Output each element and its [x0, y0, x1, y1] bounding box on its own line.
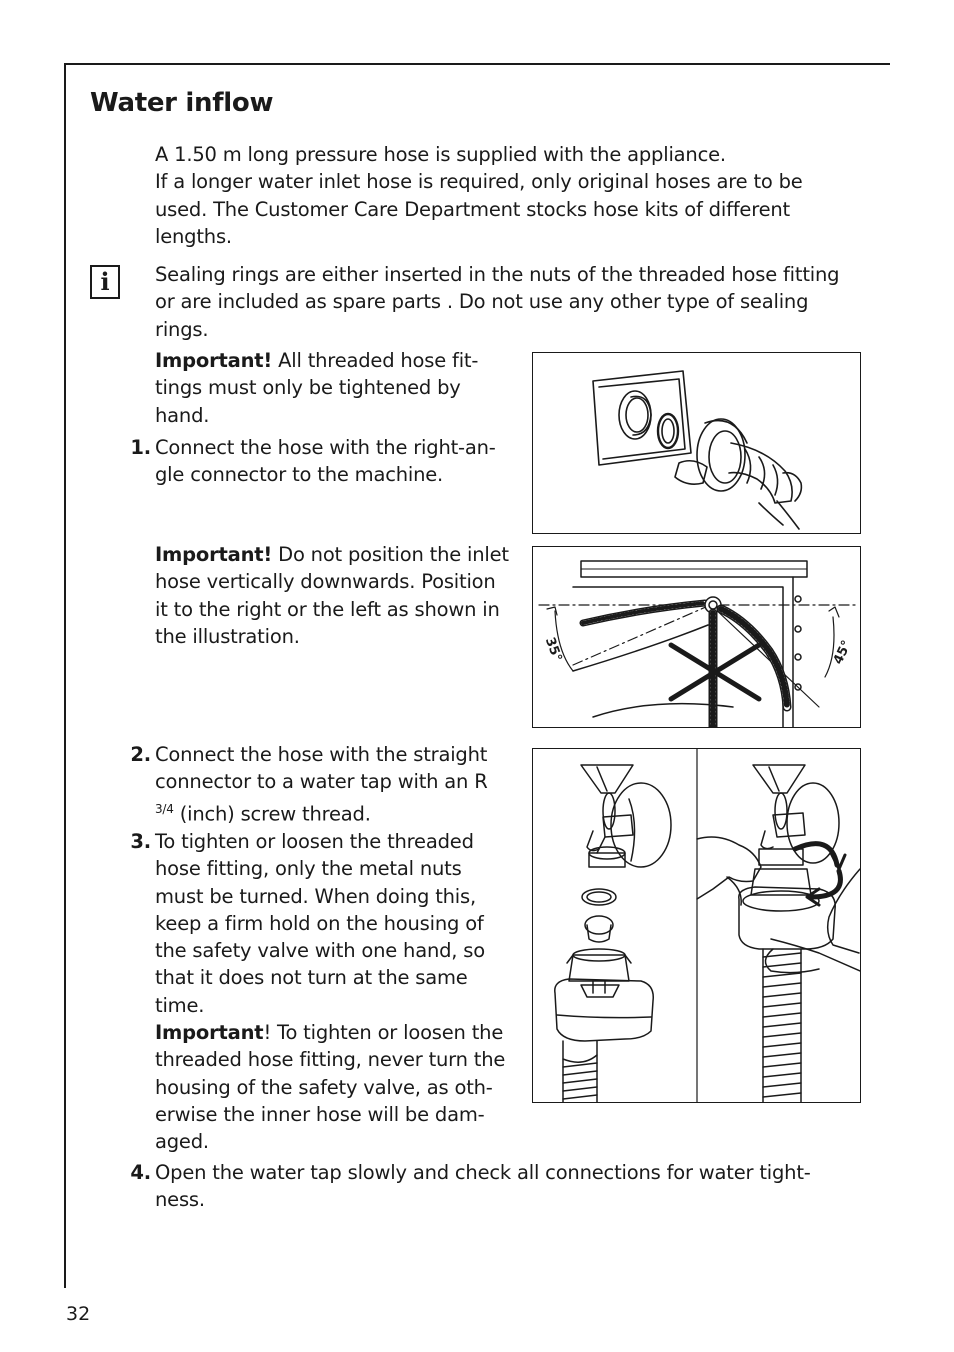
angle-label-left: 35° [541, 635, 565, 664]
figure-tap-connection [532, 748, 861, 1103]
info-icon: i [90, 265, 120, 299]
top-rule [64, 63, 890, 65]
step-2-text: Connect the hose with the straight connector to a water tap with an R $^{3/4}$ (inch) screw thread. [155, 743, 488, 826]
step-4-number: 4. [130, 1161, 151, 1184]
page-heading: Water inflow [90, 88, 274, 118]
step-3-text: To tighten or loosen the threaded hose fitting, only the metal nuts must be turned. When doing this, keep a firm hold on the housing of the safety valve with one hand, so that it does not turn at the same time. Important! To tighten or loosen the threaded hose fitting, never turn the housing of the safety valve, as oth- erwise the inner hose will be dam- aged. [155, 830, 506, 1154]
step-3-number: 3. [130, 830, 151, 853]
page-number: 32 [66, 1303, 91, 1325]
machine-connector-illustration [533, 353, 860, 533]
step-1-text: Connect the hose with the right-an- gle connector to the machine. [155, 436, 496, 487]
figure-machine-connector [532, 352, 861, 534]
angle-label-right: 45° [830, 638, 855, 667]
step-1-number: 1. [130, 436, 151, 459]
step-4-text: Open the water tap slowly and check all connections for water tight- ness. [155, 1161, 811, 1212]
intro-paragraph: A 1.50 m long pressure hose is supplied with the appliance. If a longer water inlet hose is required, only original hoses are to be used. The Customer Care Department stocks hose kits of different lengths. [155, 143, 803, 248]
important-hose-position: Important! Do not position the inlet hose vertically downwards. Position it to the right or the left as shown in the illustration. [155, 543, 509, 648]
left-rule [64, 63, 66, 1288]
note-paragraph: Sealing rings are either inserted in the nuts of the threaded hose fitting or are included as spare parts . Do not use any other type of sealing rings. [155, 263, 840, 341]
tap-connection-illustration [533, 749, 860, 1102]
hose-angle-illustration [533, 547, 860, 727]
step-2-number: 2. [130, 743, 151, 766]
important-hand-tighten: Important! All threaded hose fit- tings must only be tightened by hand. [155, 349, 479, 427]
figure-hose-angle [532, 546, 861, 728]
